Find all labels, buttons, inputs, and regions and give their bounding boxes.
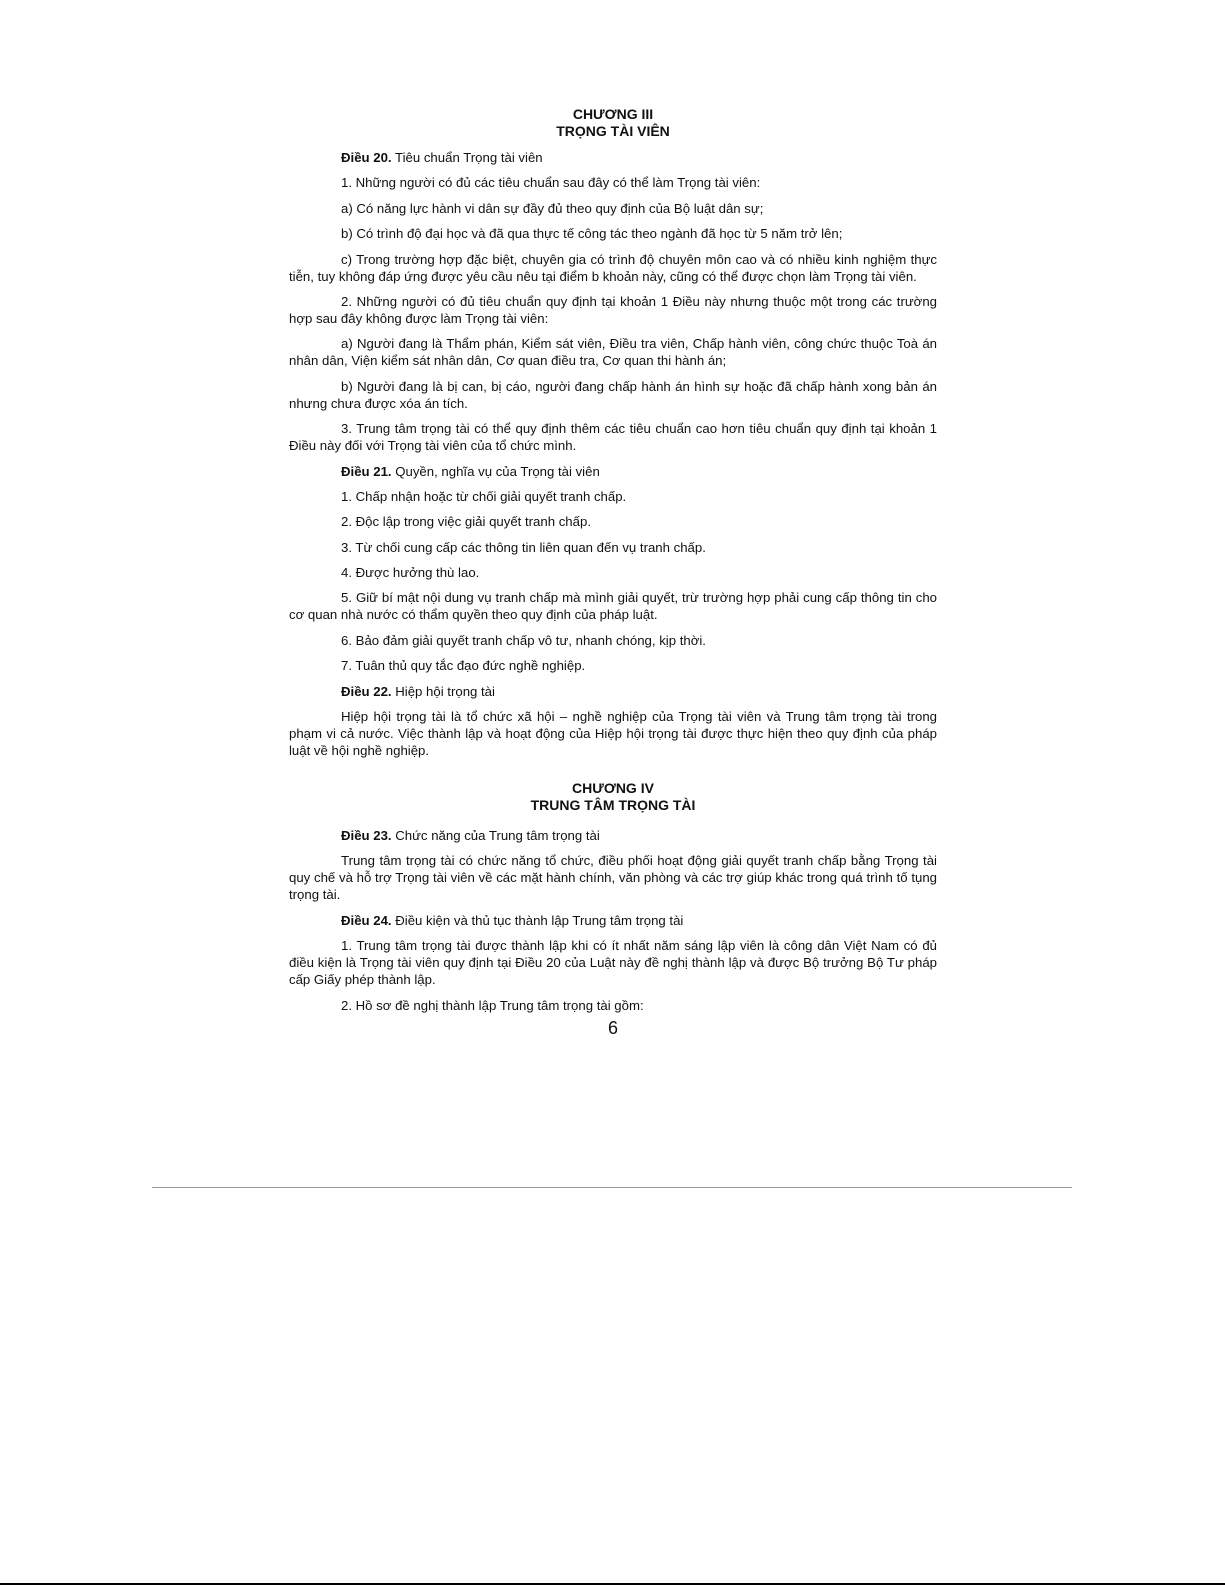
article-24-label: Điều 24. [341, 912, 392, 928]
article-21-clause-7: 7. Tuân thủ quy tắc đạo đức nghề nghiệp. [341, 658, 586, 674]
article-20-clause-3: 3. Trung tâm trọng tài có thể quy định thêm các tiêu chuẩn cao hơn tiêu chuẩn quy định tại khoản 1 Điều này đối với Trọng tài viên của tổ chức mình. [289, 421, 937, 454]
article-22-title: Hiệp hội trọng tài [395, 683, 495, 699]
chapter-3-number: CHƯƠNG III [572, 106, 654, 122]
article-21-clause-2: 2. Độc lập trong việc giải quyết tranh chấp. [341, 514, 591, 530]
chapter-4-title: TRUNG TÂM TRỌNG TÀI [530, 797, 696, 814]
article-21-clause-5: 5. Giữ bí mật nội dung vụ tranh chấp mà mình giải quyết, trừ trường hợp phải cung cấp thông tin cho cơ quan nhà nước có thẩm quyền theo quy định của pháp luật. [289, 590, 937, 623]
article-24-title: Điều kiện và thủ tục thành lập Trung tâm trọng tài [395, 912, 684, 928]
article-20-clause-1a: a) Có năng lực hành vi dân sự đầy đủ theo quy định của Bộ luật dân sự; [341, 200, 764, 216]
article-23-body: Trung tâm trọng tài có chức năng tổ chức, điều phối hoạt động giải quyết tranh chấp bằng Trọng tài quy chế và hỗ trợ Trọng tài viên về các mặt hành chính, văn phòng và các trợ giúp khác trong quá trình tố tụng trọng tài. [289, 853, 937, 903]
article-20-clause-2b: b) Người đang là bị can, bị cáo, người đang chấp hành án hình sự hoặc đã chấp hành xong bản án nhưng chưa được xóa án tích. [289, 378, 937, 411]
article-20-heading [289, 149, 937, 166]
chapter-4-number: CHƯƠNG IV [572, 780, 654, 797]
article-20-clause-2: 2. Những người có đủ tiêu chuẩn quy định tại khoản 1 Điều này nhưng thuộc một trong các trường hợp sau đây không được làm Trọng tài viên: [289, 293, 937, 326]
article-20-clause-2a: a) Người đang là Thẩm phán, Kiểm sát viên, Điều tra viên, Chấp hành viên, công chức thuộc Toà án nhân dân, Viện kiểm sát nhân dân, Cơ quan điều tra, Cơ quan thi hành án; [289, 336, 937, 369]
article-21-clause-6: 6. Bảo đảm giải quyết tranh chấp vô tư, nhanh chóng, kịp thời. [341, 632, 706, 648]
article-24-heading [289, 912, 937, 929]
page-number: 6 [607, 1017, 618, 1038]
chapter-3-title: TRỌNG TÀI VIÊN [556, 123, 670, 139]
page-separator [152, 1187, 1072, 1188]
article-20-clause-1c: c) Trong trường hợp đặc biệt, chuyên gia có trình độ chuyên môn cao và có nhiều kinh nghiệm thực tiễn, tuy không đáp ứng được yêu cầu nêu tại điểm b khoản này, cũng có thể được chọn làm Trọng tài viên. [289, 251, 937, 284]
chapter-4-heading [289, 780, 937, 814]
article-23-title: Chức năng của Trung tâm trọng tài [395, 828, 600, 844]
article-24-clause-1: 1. Trung tâm trọng tài được thành lập khi có ít nhất năm sáng lập viên là công dân Việt Nam có đủ điều kiện là Trọng tài viên quy định tại Điều 20 của Luật này đề nghị thành lập và được Bộ trưởng Bộ Tư pháp cấp Giấy phép thành lập. [289, 938, 937, 988]
article-23-label: Điều 23. [341, 828, 392, 844]
article-21-clause-4: 4. Được hưởng thù lao. [341, 565, 480, 581]
article-21-label: Điều 21. [341, 463, 392, 479]
article-21-title: Quyền, nghĩa vụ của Trọng tài viên [395, 463, 600, 479]
article-20-clause-1b: b) Có trình độ đại học và đã qua thực tế công tác theo ngành đã học từ 5 năm trở lên; [341, 226, 843, 242]
document-page [289, 106, 937, 1038]
article-20-label: Điều 20. [341, 150, 392, 165]
article-21-heading [289, 463, 937, 480]
chapter-3-heading [289, 106, 937, 140]
article-22-body: Hiệp hội trọng tài là tổ chức xã hội – nghề nghiệp của Trọng tài viên và Trung tâm trọng tài trong phạm vi cả nước. Việc thành lập và hoạt động của Hiệp hội trọng tài được thực hiện theo quy định của pháp luật về hội nghề nghiệp. [289, 709, 937, 759]
article-21-clause-1: 1. Chấp nhận hoặc từ chối giải quyết tranh chấp. [341, 488, 627, 504]
article-22-label: Điều 22. [341, 683, 392, 699]
article-20-title: Tiêu chuẩn Trọng tài viên [395, 150, 543, 165]
article-20-clause-1: 1. Những người có đủ các tiêu chuẩn sau đây có thể làm Trọng tài viên: [341, 175, 761, 191]
article-24-clause-2: 2. Hồ sơ đề nghị thành lập Trung tâm trọng tài gồm: [341, 997, 644, 1013]
article-23-heading [289, 827, 937, 844]
article-21-clause-3: 3. Từ chối cung cấp các thông tin liên quan đến vụ tranh chấp. [341, 539, 706, 555]
article-22-heading [289, 683, 937, 700]
